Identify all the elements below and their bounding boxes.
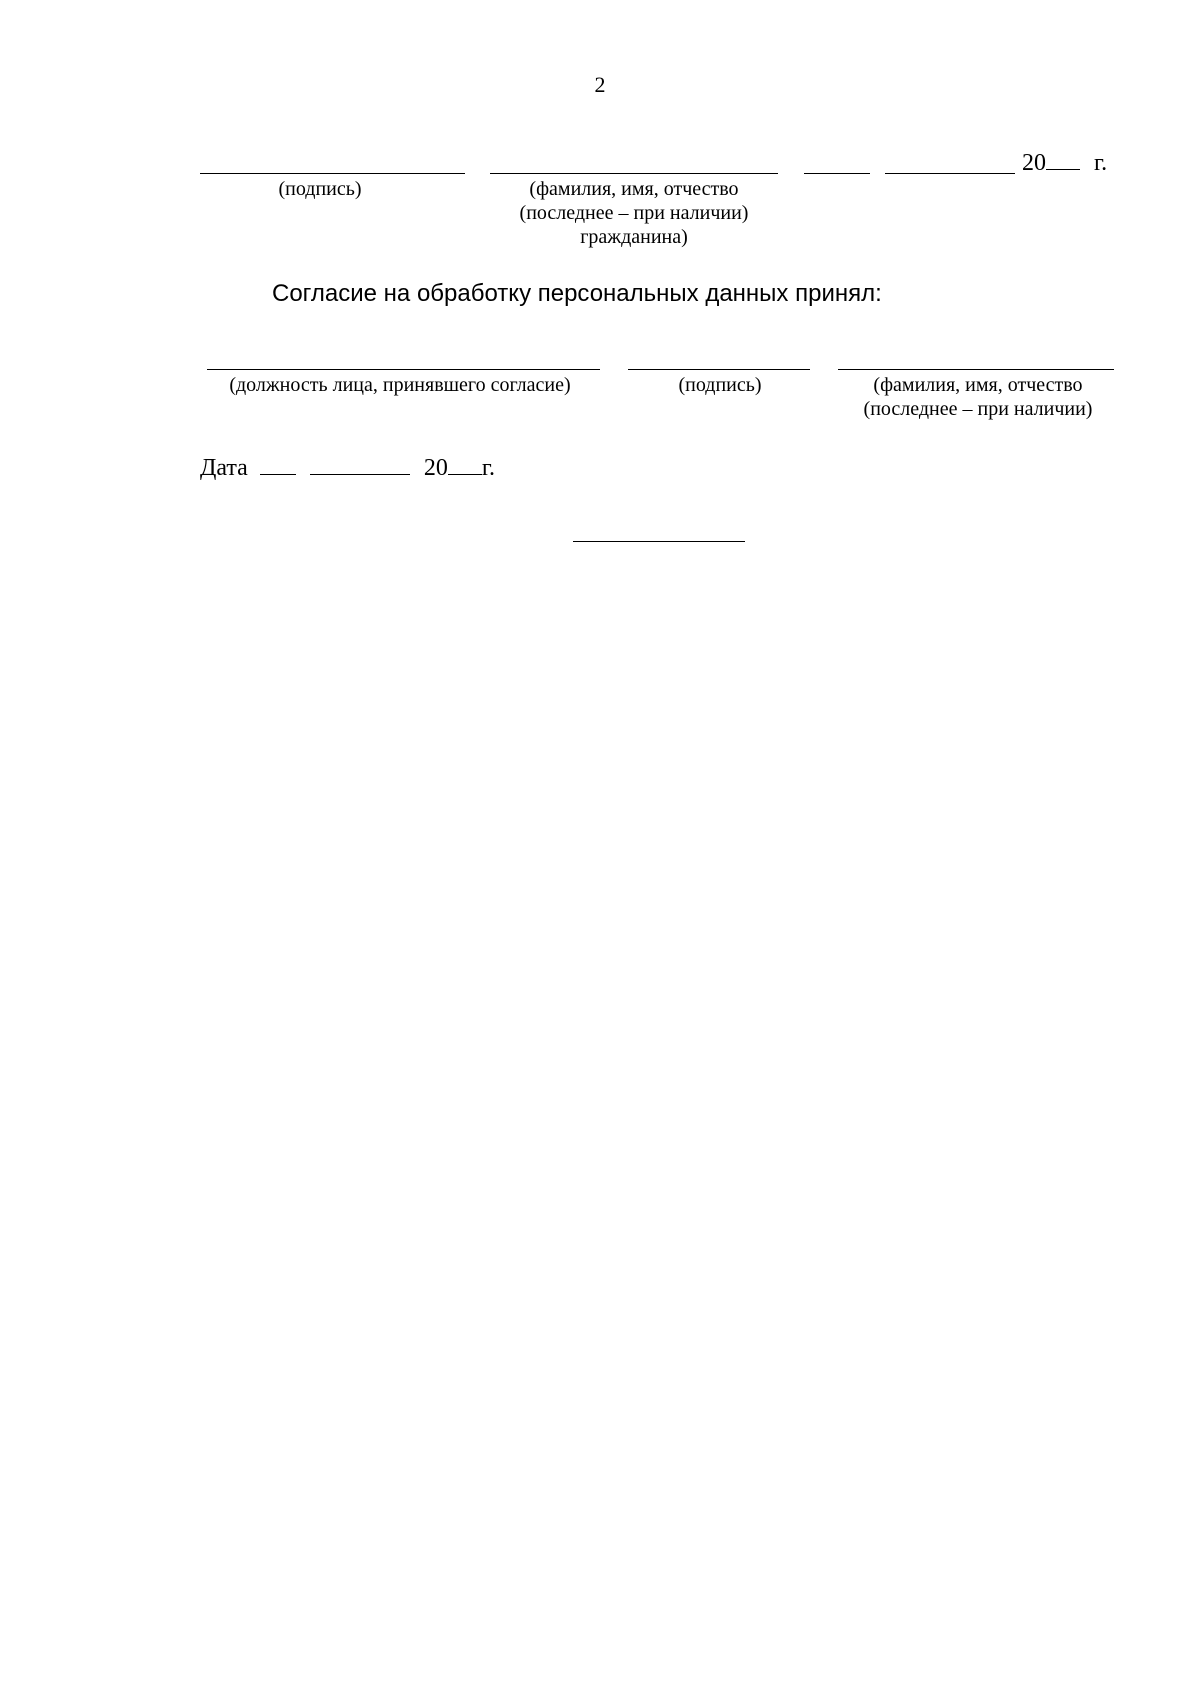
citizen-year-blank [1046,147,1080,170]
receiver-fio-caption-line-1: (фамилия, имя, отчество [873,374,1083,396]
date-year-suffix: г. [481,455,495,481]
date-year-blank [448,452,482,475]
receiver-signature-caption: (подпись) [678,374,762,396]
citizen-signature-line [200,173,465,174]
citizen-date-day-line [804,173,870,174]
citizen-signature-caption: (подпись) [278,178,362,200]
receiver-fio-caption-line-2: (последнее – при наличии) [863,398,1093,420]
receiver-fio-caption [838,373,1118,421]
citizen-fio-caption-line-1: (фамилия, имя, отчество [529,178,739,200]
citizen-year-prefix: 20 [1022,150,1046,176]
date-label: Дата [200,455,248,481]
receiver-position-caption: (должность лица, принявшего согласие) [229,374,571,396]
date-year-prefix: 20 [423,455,448,481]
receiver-fio-line [838,369,1114,370]
citizen-fio-caption-line-2: (последнее – при наличии) [519,202,749,224]
bottom-separator-line [573,541,745,542]
citizen-fio-line [490,173,778,174]
citizen-year-suffix: г. [1094,150,1108,176]
citizen-fio-caption-line-3: гражданина) [580,226,688,248]
citizen-date-month-line [885,173,1015,174]
date-month-blank [310,452,410,475]
page-number: 2 [594,72,606,97]
receiver-position-line [207,369,600,370]
citizen-fio-caption [490,177,778,249]
citizen-year [1022,147,1107,177]
date-row [200,452,495,482]
receiver-signature-line [628,369,810,370]
consent-heading: Согласие на обработку персональных данных принял: [272,280,882,307]
date-day-blank [260,452,296,475]
